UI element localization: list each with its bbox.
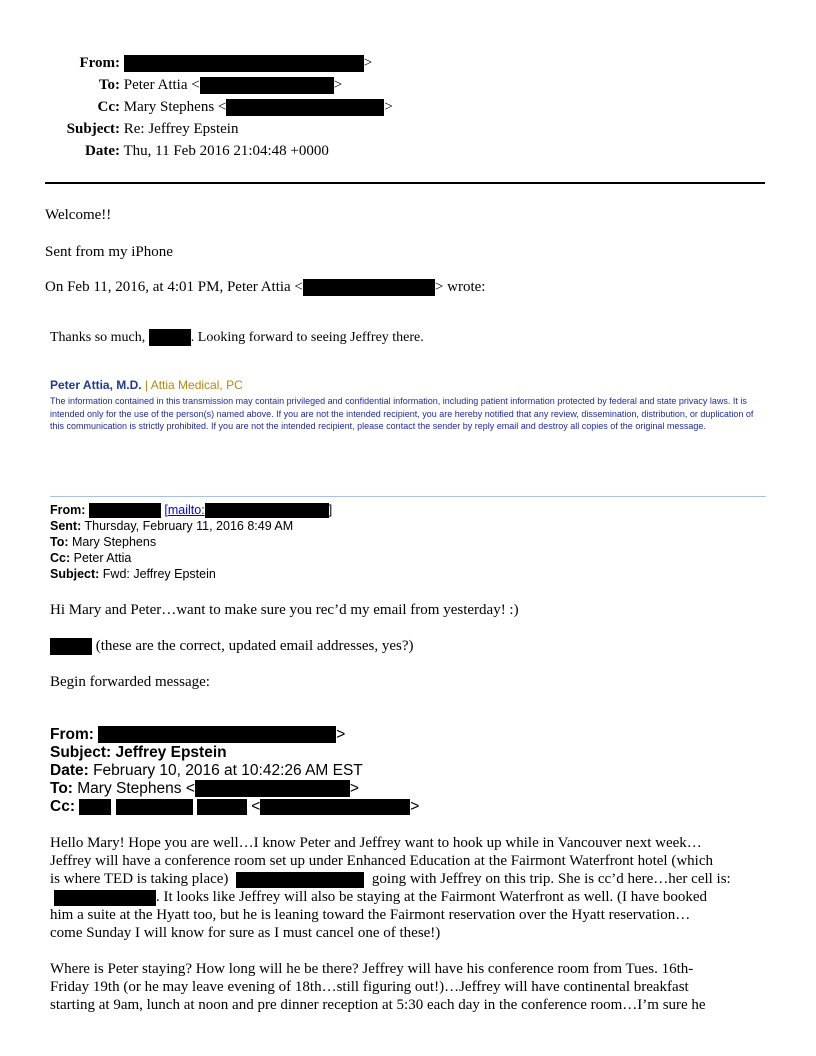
orig-from-row xyxy=(50,726,345,744)
header-subject-row xyxy=(60,119,238,139)
redaction-bar xyxy=(79,799,111,815)
orig-cc-label: Cc: xyxy=(50,798,75,815)
header-cc-label: Cc: xyxy=(97,99,120,115)
orig-date-label: Date: xyxy=(50,762,89,779)
orig-body-p2-l1: Where is Peter staying? How long will he be there? Jeffrey will have his conference room from Tues. 16th- xyxy=(50,961,694,977)
orig-body-p2-l2: Friday 19th (or he may leave evening of 18th…still figuring out!)…Jeffrey will have continental breakfast xyxy=(50,979,689,995)
fwd-body-line3: Begin forwarded message: xyxy=(50,674,210,690)
header-subject-label: Subject: xyxy=(66,121,120,137)
header-divider xyxy=(45,182,765,184)
fwd-sent-row xyxy=(50,518,293,534)
header-subject-value: Re: Jeffrey Epstein xyxy=(123,121,239,137)
redaction-bar xyxy=(197,799,247,815)
header-from-row xyxy=(60,53,372,73)
attia-thanks-line xyxy=(50,328,424,347)
redaction-bar xyxy=(124,55,364,72)
orig-subject-value: Jeffrey Epstein xyxy=(115,744,227,761)
redaction-bar xyxy=(54,890,156,906)
redaction-bar xyxy=(116,799,193,815)
fwd-body-line2-text: (these are the correct, updated email addresses, yes?) xyxy=(92,638,414,654)
fwd-mailto-open: [ xyxy=(164,503,168,517)
reply-line-welcome: Welcome!! xyxy=(45,207,112,223)
orig-body-p1-l5: him a suite at the Hyatt too, but he is leaning toward the Fairmont reservation over the Hyatt reservation… xyxy=(50,907,691,923)
redaction-bar xyxy=(260,799,410,815)
reply-line-signature: Sent from my iPhone xyxy=(45,244,173,260)
orig-to-label: To: xyxy=(50,780,73,797)
orig-body-p1-l4b: . It looks like Jeffrey will also be staying at the Fairmont Waterfront as well. (I have booked xyxy=(156,889,708,905)
thanks-suffix: . Looking forward to seeing Jeffrey there. xyxy=(190,330,424,345)
orig-body-p1-l1: Hello Mary! Hope you are well…I know Peter and Jeffrey want to hook up while in Vancouver next week… xyxy=(50,835,702,851)
redaction-bar xyxy=(226,99,384,116)
redaction-bar xyxy=(195,780,350,797)
header-from-label: From: xyxy=(79,55,120,71)
orig-to-value: Mary Stephens < xyxy=(77,780,195,797)
fwd-cc-row xyxy=(50,550,131,566)
orig-date-value: February 10, 2016 at 10:42:26 AM EST xyxy=(93,762,363,779)
orig-body-p1-l4 xyxy=(50,888,707,906)
fwd-sent-label: Sent: xyxy=(50,519,82,533)
reply-quote-line xyxy=(45,277,485,297)
header-to-suffix: > xyxy=(333,77,343,93)
redaction-bar xyxy=(50,638,92,655)
orig-body-p1-l6: come Sunday I will know for sure as I must cancel one of these!) xyxy=(50,925,441,941)
fwd-mailto-close: ] xyxy=(328,503,333,517)
fwd-mailto-link[interactable]: mailto: xyxy=(167,503,205,517)
quote-suffix: > wrote: xyxy=(434,279,486,295)
redaction-bar xyxy=(303,279,435,296)
header-date-value: Thu, 11 Feb 2016 21:04:48 +0000 xyxy=(123,143,329,159)
orig-body-p1-l2: Jeffrey will have a conference room set up under Enhanced Education at the Fairmont Waterfront hotel (which xyxy=(50,853,713,869)
orig-date-row xyxy=(50,762,363,780)
fwd-cc-label: Cc: xyxy=(50,551,71,565)
header-cc-row xyxy=(60,97,393,117)
confidentiality-disclaimer: The information contained in this transmission may contain privileged and confidential information, including patient information protected by federal and state privacy laws. It is intended only for the use of the person(s) named above. If you are not the intended recipient, you are hereby notified that any review, dissemination, distribution, or duplication of this communication is strictly prohibited. If you are not the intended recipient, please contact the sender by reply email and destroy all copies of the original message. xyxy=(50,396,754,431)
orig-body-p1-l3 xyxy=(50,870,731,888)
redaction-bar xyxy=(89,503,161,518)
fwd-body-line1: Hi Mary and Peter…want to make sure you rec’d my email from yesterday! :) xyxy=(50,602,519,618)
quote-prefix: On Feb 11, 2016, at 4:01 PM, Peter Attia < xyxy=(45,279,303,295)
signature-separator: | xyxy=(141,378,151,392)
fwd-from-row xyxy=(50,502,332,518)
header-from-suffix: > xyxy=(363,55,373,71)
orig-cc-suffix: > xyxy=(410,798,420,815)
header-cc-suffix: > xyxy=(384,99,393,115)
orig-subject-row xyxy=(50,744,227,762)
orig-body-p1-l3b: going with Jeffrey on this trip. She is cc’d here…her cell is: xyxy=(371,871,731,887)
signature-line xyxy=(50,378,243,393)
header-to-label: To: xyxy=(98,77,120,93)
header-to-row xyxy=(60,75,342,95)
fwd-sent-value: Thursday, February 11, 2016 8:49 AM xyxy=(84,519,294,533)
redaction-bar xyxy=(149,329,191,346)
signature-org: Attia Medical, PC xyxy=(150,378,243,392)
fwd-from-label: From: xyxy=(50,503,86,517)
redaction-bar xyxy=(98,726,336,743)
orig-cc-lt: < xyxy=(251,798,261,815)
orig-body-p2-l3: starting at 9am, lunch at noon and pre dinner reception at 5:30 each day in the conference room…I’m sure he xyxy=(50,997,706,1013)
orig-subject-label: Subject: xyxy=(50,744,112,761)
orig-from-suffix: > xyxy=(336,726,346,743)
fwd-subject-row xyxy=(50,566,216,582)
signature-name: Peter Attia, M.D. xyxy=(50,378,142,392)
fwd-to-row xyxy=(50,534,156,550)
redaction-bar xyxy=(236,872,364,888)
orig-to-suffix: > xyxy=(349,780,359,797)
header-date-label: Date: xyxy=(85,143,120,159)
thanks-prefix: Thanks so much, xyxy=(50,330,146,345)
forward-divider xyxy=(50,496,766,497)
redaction-bar xyxy=(205,503,329,518)
fwd-body-line2 xyxy=(50,636,414,656)
header-date-row xyxy=(60,141,329,161)
fwd-to-value: Mary Stephens xyxy=(72,535,157,549)
header-cc-value: Mary Stephens < xyxy=(123,99,227,115)
fwd-cc-value: Peter Attia xyxy=(73,551,132,565)
orig-from-label: From: xyxy=(50,726,94,743)
orig-to-row xyxy=(50,780,359,798)
fwd-to-label: To: xyxy=(50,535,69,549)
fwd-subject-label: Subject: xyxy=(50,567,100,581)
header-to-value: Peter Attia < xyxy=(123,77,200,93)
fwd-subject-value: Fwd: Jeffrey Epstein xyxy=(102,567,216,581)
redaction-bar xyxy=(200,77,334,94)
orig-cc-row xyxy=(50,798,419,816)
orig-body-p1-l3a: is where TED is taking place) xyxy=(50,871,229,887)
